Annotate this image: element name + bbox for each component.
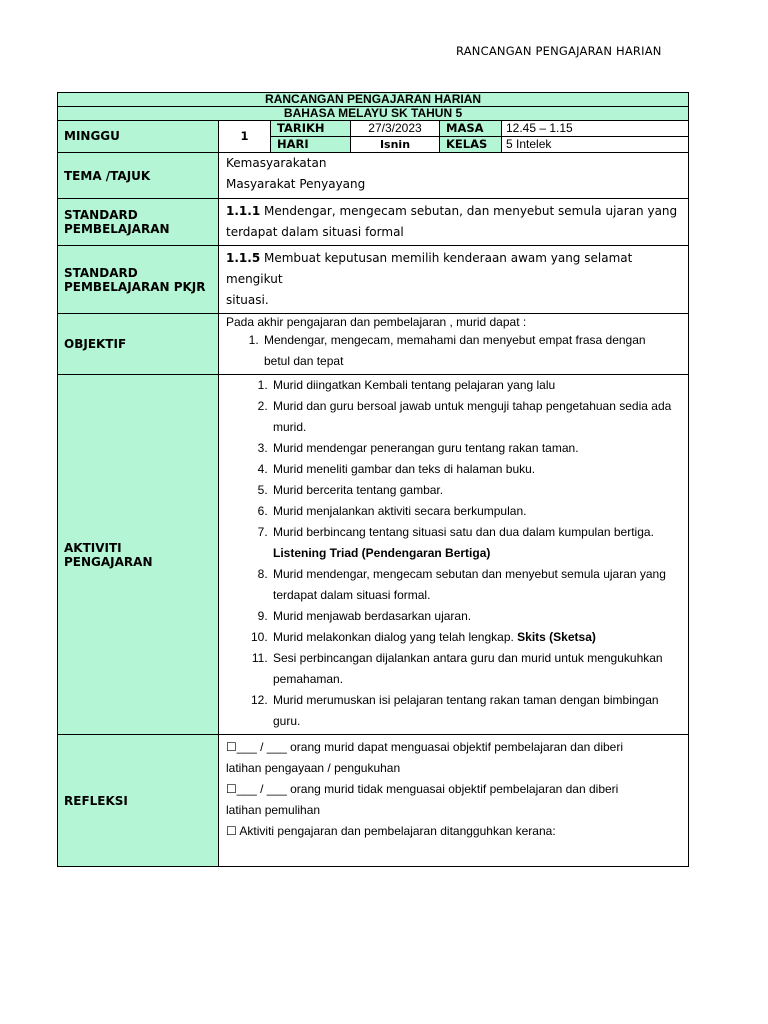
aktiviti-item — [271, 627, 674, 648]
aktiviti-item — [271, 522, 674, 564]
aktiviti-content — [219, 375, 689, 735]
objektif-list — [226, 330, 682, 372]
refleksi-content — [219, 735, 689, 867]
aktiviti-item-text: Murid bercerita tentang gambar. — [273, 483, 444, 497]
table-title: RANCANGAN PENGAJARAN HARIAN — [58, 93, 689, 107]
aktiviti-label-line-2: PENGAJARAN — [64, 554, 153, 569]
objektif-content — [219, 314, 689, 375]
aktiviti-item — [271, 690, 674, 732]
aktiviti-item — [271, 459, 674, 480]
aktiviti-item — [271, 501, 674, 522]
title-row-1 — [58, 93, 689, 107]
refleksi-line-4: latihan pemulihan — [226, 803, 321, 817]
refleksi-label: REFLEKSI — [58, 735, 219, 867]
tema-line-2: Masyarakat Penyayang — [226, 177, 366, 191]
pkjr-text-line-1 — [226, 248, 682, 290]
aktiviti-item — [271, 564, 674, 606]
aktiviti-item-text: Sesi perbincangan dijalankan antara guru dan murid untuk mengukuhkan pemahaman. — [273, 651, 663, 686]
pkjr-label — [58, 246, 219, 314]
pkjr-text-1: Membuat keputusan memilih kenderaan awam yang selamat mengikut — [226, 251, 633, 286]
aktiviti-item-text: Murid melakonkan dialog yang telah lengkap. — [273, 630, 518, 644]
pkjr-label-line-1: STANDARD — [64, 265, 138, 280]
pkjr-code: 1.1.5 — [226, 251, 261, 265]
sp-text-1: Mendengar, mengecam sebutan, dan menyebut semula ujaran yang — [260, 204, 678, 218]
refleksi-line-1: ☐___ / ___ orang murid dapat menguasai objektif pembelajaran dan diberi — [226, 740, 624, 754]
tema-content — [219, 153, 689, 199]
tarikh-label: TARIKH — [271, 121, 351, 137]
sp-code: 1.1.1 — [226, 204, 261, 218]
aktiviti-item-text: Murid dan guru bersoal jawab untuk menguji tahap pengetahuan sedia ada murid. — [273, 399, 672, 434]
objektif-intro: Pada akhir pengajaran dan pembelajaran , murid dapat : — [226, 315, 527, 329]
refleksi-line-5: ☐ Aktiviti pengajaran dan pembelajaran ditangguhkan kerana: — [226, 824, 556, 838]
minggu-label: MINGGU — [58, 121, 219, 153]
kelas-value: 5 Intelek — [502, 137, 689, 153]
aktiviti-item-strategy: Skits (Sketsa) — [517, 630, 596, 644]
aktiviti-item-text: Murid mendengar, mengecam sebutan dan menyebut semula ujaran yang terdapat dalam situasi formal. — [273, 567, 666, 602]
refleksi-line-2: latihan pengayaan / pengukuhan — [226, 761, 401, 775]
sp-text-line-1 — [226, 201, 682, 222]
objektif-row — [58, 314, 689, 375]
sp-label — [58, 199, 219, 246]
minggu-value: 1 — [219, 121, 271, 153]
aktiviti-list — [219, 375, 682, 732]
hari-value: Isnin — [351, 137, 440, 153]
hari-label: HARI — [271, 137, 351, 153]
pkjr-text-line-2: situasi. — [226, 293, 269, 307]
aktiviti-item-text: Murid mendengar penerangan guru tentang rakan taman. — [273, 441, 579, 455]
objektif-item: 1. Mendengar, mengecam, memahami dan menyebut empat frasa dengan betul dan tepat — [262, 330, 652, 372]
table-subtitle: BAHASA MELAYU SK TAHUN 5 — [58, 107, 689, 121]
aktiviti-item — [271, 396, 674, 438]
aktiviti-item-text: Murid meneliti gambar dan teks di halaman buku. — [273, 462, 536, 476]
aktiviti-item-text: Murid merumuskan isi pelajaran tentang rakan taman dengan bimbingan guru. — [273, 693, 659, 728]
sp-content — [219, 199, 689, 246]
pkjr-content — [219, 246, 689, 314]
refleksi-line-3: ☐___ / ___ orang murid tidak menguasai objektif pembelajaran dan diberi — [226, 782, 619, 796]
aktiviti-item-text: Murid diingatkan Kembali tentang pelajaran yang lalu — [273, 378, 556, 392]
sp-text-line-2: terdapat dalam situasi formal — [226, 225, 404, 239]
title-row-2 — [58, 107, 689, 121]
tarikh-value: 27/3/2023 — [351, 121, 440, 137]
aktiviti-item-text: Murid menjalankan aktiviti secara berkumpulan. — [273, 504, 527, 518]
aktiviti-item — [271, 438, 674, 459]
masa-label: MASA — [440, 121, 502, 137]
aktiviti-label — [58, 375, 219, 735]
lesson-plan-table — [57, 92, 689, 867]
aktiviti-item — [271, 480, 674, 501]
aktiviti-item — [271, 606, 674, 627]
aktiviti-item-text: Murid menjawab berdasarkan ujaran. — [273, 609, 472, 623]
kelas-label: KELAS — [440, 137, 502, 153]
refleksi-row — [58, 735, 689, 867]
tema-row — [58, 153, 689, 199]
aktiviti-item-strategy: Listening Triad (Pendengaran Bertiga) — [273, 546, 491, 560]
sp-label-line-2: PEMBELAJARAN — [64, 222, 170, 236]
objektif-label: OBJEKTIF — [58, 314, 219, 375]
masa-value: 12.45 – 1.15 — [502, 121, 689, 137]
tema-line-1: Kemasyarakatan — [226, 156, 327, 170]
tema-label: TEMA /TAJUK — [58, 153, 219, 199]
aktiviti-item — [271, 648, 674, 690]
minggu-row — [58, 121, 689, 137]
sp-row — [58, 199, 689, 246]
aktiviti-item — [271, 375, 674, 396]
aktiviti-item-text: Murid berbincang tentang situasi satu dan dua dalam kumpulan bertiga. — [273, 525, 654, 539]
pkjr-row — [58, 246, 689, 314]
page-header: RANCANGAN PENGAJARAN HARIAN — [456, 44, 662, 58]
sp-label-line-1: STANDARD — [64, 208, 138, 222]
aktiviti-row — [58, 375, 689, 735]
pkjr-label-line-2: PEMBELAJARAN PKJR — [64, 279, 206, 294]
aktiviti-label-line-1: AKTIVITI — [64, 540, 122, 555]
